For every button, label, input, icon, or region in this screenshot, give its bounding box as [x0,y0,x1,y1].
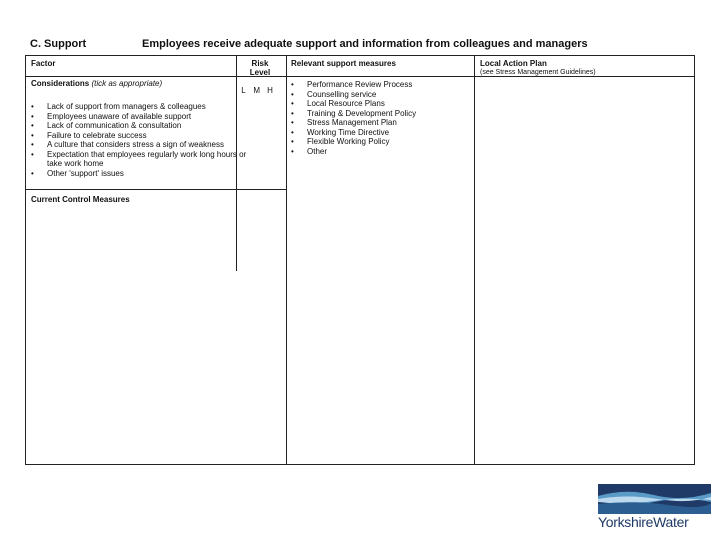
bullet-icon: • [31,140,34,149]
consideration-text: Expectation that employees regularly work long hours or take work home [47,149,247,168]
support-measure-text: Flexible Working Policy [307,137,390,146]
bullet-icon: • [31,121,34,130]
support-measure-text: Counselling service [307,89,377,99]
list-item[interactable] [29,112,257,122]
list-item[interactable] [29,131,257,141]
list-item[interactable] [29,102,257,112]
consideration-text: Other 'support' issues [47,168,124,178]
support-measure-text: Performance Review Process [307,80,413,89]
consideration-text: Lack of support from managers & colleagues [47,102,206,111]
bullet-icon: • [291,127,294,137]
section-label: C. Support [30,38,87,50]
risk-level-options [238,86,275,95]
consideration-text: Failure to celebrate success [47,130,147,140]
considerations-title: Considerations [31,79,90,88]
bullet-icon: • [31,102,34,111]
list-item[interactable] [289,137,469,147]
bullet-icon: • [31,168,34,178]
bullet-icon: • [291,89,294,99]
support-measure-text: Other [307,146,328,156]
list-item[interactable] [29,140,257,150]
risk-level-low[interactable]: L [241,86,246,95]
bullet-icon: • [291,108,294,118]
action-plan-note: (see Stress Management Guidelines) [480,69,596,76]
factor-header: Factor [31,59,56,68]
risk-level-header-line1: Risk [251,59,269,68]
list-item[interactable] [289,99,469,109]
consideration-text: Lack of communication & consultation [47,121,182,130]
action-plan-header: Local Action Plan [480,59,547,68]
support-measure-text: Stress Management Plan [307,118,397,127]
assessment-table [25,55,695,465]
list-item[interactable] [289,90,469,100]
list-item[interactable] [289,128,469,138]
bullet-icon: • [291,118,294,127]
list-item[interactable] [29,169,257,179]
water-wave-icon [598,484,711,514]
bullet-icon: • [291,146,294,156]
support-measure-text: Local Resource Plans [307,99,385,108]
consideration-text: Employees unaware of available support [47,111,192,121]
list-item[interactable] [289,80,469,90]
considerations-list [29,102,257,178]
bullet-icon: • [291,80,294,89]
risk-level-high[interactable]: H [267,86,273,95]
risk-column-divider-right [286,56,287,464]
relevant-measures-header: Relevant support measures [291,59,396,68]
bullet-icon: • [31,149,34,159]
yorkshire-water-logo [598,484,711,530]
bullet-icon: • [291,99,294,108]
section-statement: Employees receive adequate support and information from colleagues and managers [142,38,588,50]
risk-level-header-line2: Level [249,68,271,77]
consideration-text: A culture that considers stress a sign of weakness [47,140,224,149]
list-item[interactable] [289,118,469,128]
risk-level-medium[interactable]: M [253,86,261,95]
support-measures-list [289,80,469,156]
action-column-divider [474,56,475,464]
support-measure-text: Working Time Directive [307,127,390,137]
considerations-note: (tick as appropriate) [91,79,163,88]
list-item[interactable] [289,109,469,119]
bullet-icon: • [31,111,34,121]
list-item[interactable] [29,150,257,169]
list-item[interactable] [289,147,469,157]
considerations-divider [26,189,286,190]
bullet-icon: • [31,130,34,140]
considerations-label [31,79,162,88]
current-controls-label: Current Control Measures [31,195,130,204]
logo-wordmark: YorkshireWater [598,514,689,530]
support-measure-text: Training & Development Policy [307,108,417,118]
list-item[interactable] [29,121,257,131]
bullet-icon: • [291,137,294,146]
